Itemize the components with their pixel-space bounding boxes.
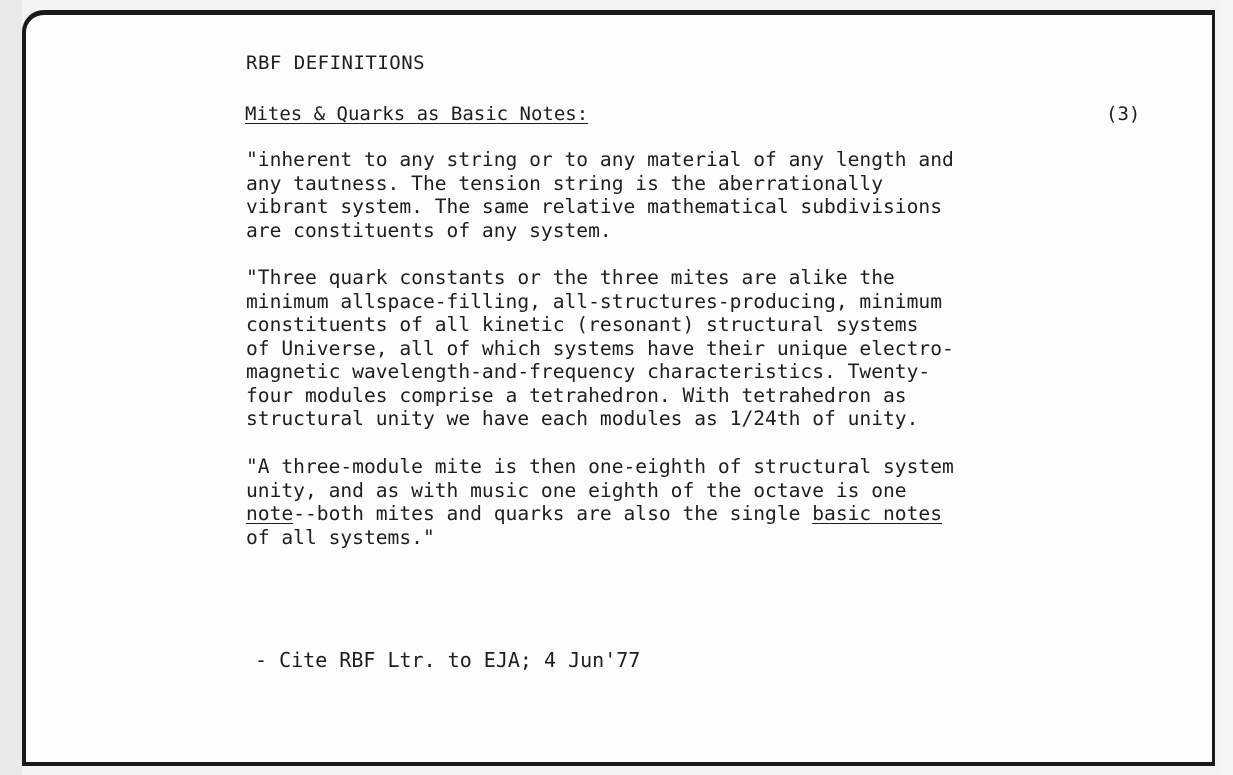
scan-right-margin bbox=[1222, 0, 1233, 775]
quote-paragraph-1 bbox=[246, 148, 954, 242]
underlined-word-note: note bbox=[246, 502, 294, 525]
text-line: vibrant system. The same relative mathematical subdivisions bbox=[246, 195, 942, 218]
text-line: constituents of all kinetic (resonant) structural systems bbox=[246, 313, 919, 336]
text-line: "inherent to any string or to any material of any length and bbox=[246, 148, 954, 171]
quote-paragraph-2 bbox=[246, 266, 954, 431]
citation: - Cite RBF Ltr. to EJA; 4 Jun'77 bbox=[255, 648, 641, 672]
card-subheading: Mites & Quarks as Basic Notes: bbox=[245, 103, 589, 125]
text-line bbox=[246, 502, 954, 526]
text-line: are constituents of any system. bbox=[246, 218, 612, 242]
text-line: magnetic wavelength-and-frequency characteristics. Twenty- bbox=[246, 360, 931, 383]
text-line: any tautness. The tension string is the aberrationally bbox=[246, 171, 884, 195]
text-line: minimum allspace-filling, all-structures-producing, minimum bbox=[246, 289, 942, 313]
text-line: of all systems." bbox=[246, 525, 435, 549]
text-line: "A three-module mite is then one-eighth of structural system bbox=[246, 455, 954, 478]
text-line: unity, and as with music one eighth of the octave is one bbox=[246, 478, 907, 502]
text-line: of Universe, all of which systems have their unique electro- bbox=[246, 336, 954, 360]
text-fragment: --both mites and quarks are also the single bbox=[293, 502, 813, 525]
page-number: (3) bbox=[1106, 103, 1141, 125]
text-line: four modules comprise a tetrahedron. With tetrahedron as bbox=[246, 383, 907, 407]
text-line: "Three quark constants or the three mites are alike the bbox=[246, 266, 895, 289]
underlined-phrase-basic-notes: basic notes bbox=[812, 502, 942, 525]
card-heading: RBF DEFINITIONS bbox=[246, 52, 426, 74]
scan-left-margin bbox=[0, 0, 22, 775]
text-line: structural unity we have each modules as 1/24th of unity. bbox=[246, 407, 919, 430]
quote-paragraph-3 bbox=[246, 455, 954, 549]
